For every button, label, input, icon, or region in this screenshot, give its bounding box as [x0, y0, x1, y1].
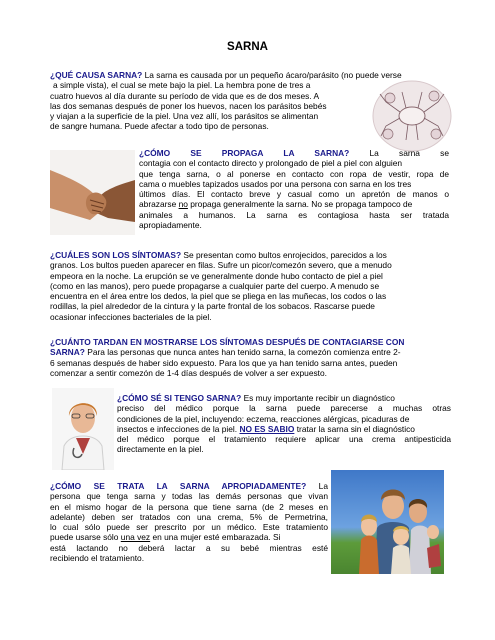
text-line: Se presentan como bultos enrojecidos, parecidos a los: [181, 250, 387, 260]
text-line: y viajan a la superficie de la piel. Una vez allí, los parásitos se alimentan: [50, 111, 319, 122]
text-line: en una mujer esté embarazada. Si: [150, 532, 281, 543]
underlined-text: una vez: [120, 532, 151, 543]
section-diagnosis: [117, 393, 451, 455]
text-line: recibiendo el tratamiento.: [50, 553, 145, 564]
text-line: La sarna es causada por un pequeño ácaro/parásito (no puede verse: [142, 70, 402, 80]
text-line: del médico porque el tratamiento requiere aplicar una crema antipesticida: [117, 434, 451, 445]
warning-text: NO ES SABIO: [239, 423, 295, 434]
section-symptoms: [50, 250, 450, 322]
question-causes: ¿QUÉ CAUSA SARNA?: [50, 70, 143, 80]
doctor-photo: [52, 388, 114, 470]
text-line: La: [306, 481, 328, 491]
text-line: en el mismo hogar de la persona que tiene sarna (de 2 meses en: [50, 501, 328, 512]
text-line: propaga generalmente la sarna. No se propaga tampoco de: [187, 199, 413, 210]
text-line: 6 semanas después de haber sido expuesto. Para los que ya han tenido sarna antes, pueden: [50, 357, 398, 368]
text-line: cama o muebles tapizados usados por una persona con sarna en los tres: [139, 178, 412, 189]
text-line: de sangre humana. Puede afectar a todo tipo de personas.: [50, 121, 269, 132]
text-line: encuentra en el área entre los dedos, la piel que se pliega en las muñecas, los codos o las: [50, 291, 387, 302]
question-diagnosis: ¿CÓMO SÉ SI TENGO SARNA?: [117, 393, 242, 403]
text-line: las dos semanas después de poner los huevos, nacen los parásitos bebés: [50, 100, 327, 111]
section-timing: [50, 337, 452, 378]
section-spread: [139, 148, 449, 230]
text-line: rodillas, la piel alrededor de la cintura y la parte frontal de los sobacos. Rascarse puede: [50, 301, 375, 312]
text-line: está lactando no deberá lactar a su bebé mientras esté: [50, 542, 328, 553]
text-line: Para las personas que nunca antes han tenido sarna, la comezón comienza entre 2-: [84, 347, 401, 358]
question-treatment: ¿CÓMO SE TRATA LA SARNA APROPIADAMENTE?: [50, 481, 307, 491]
mite-illustration: [372, 80, 452, 152]
page-title: SARNA: [227, 41, 268, 53]
text-line: cuatro huevos al día durante su período de vida que es de dos meses. A: [50, 90, 320, 101]
text-line: (como en las manos), pero puede propagarse a cualquier parte del cuerpo. A menudo se: [50, 280, 380, 291]
text-line: tratar la sarna sin el diagnóstico: [294, 423, 415, 434]
text-line: contagia con el contacto directo y prolongado de piel a piel con alguien: [139, 158, 403, 169]
text-line: animales a humanos. La sarna es contagiosa hasta ser tratada: [139, 209, 449, 220]
question-spread: ¿CÓMO SE PROPAGA LA SARNA?: [139, 148, 350, 158]
text-line: que tenga sarna, o al ponerse en contacto con ropa de vestir, ropa de: [139, 168, 449, 179]
family-photo: [331, 470, 444, 574]
text-line: lo cual sólo puede ser prescrito por un médico. Este tratamiento: [50, 522, 328, 533]
text-line: comenzar a sentir comezón de 1-4 días después de volver a ser expuesto.: [50, 367, 327, 378]
text-line: adelante) deben ser tratados con una crema, 5% de Permetrina,: [50, 511, 328, 522]
text-line: Es muy importante recibir un diagnóstico: [241, 393, 395, 403]
text-line: preciso del médico porque la sarna puede parecerse a muchas otras: [117, 403, 451, 414]
text-line: directamente en la piel.: [117, 444, 204, 455]
text-line: apropiadamente.: [139, 220, 202, 231]
text-line: insectos e infecciones de la piel.: [117, 423, 240, 434]
text-line: empeora en la noche. La erupción se ve generalmente donde hubo contacto de piel a piel: [50, 270, 383, 281]
text-line: condiciones de la piel, incluyendo: eczema, reacciones alérgicas, picaduras de: [117, 413, 410, 424]
text-line: ocasionar infecciones bacteriales de la piel.: [50, 311, 212, 322]
underlined-text: no: [178, 199, 188, 210]
question-timing-cont: SARNA?: [50, 347, 85, 358]
text-line: puede usarse sólo: [50, 532, 121, 543]
hands-photo: [50, 150, 135, 235]
question-symptoms: ¿CUÁLES SON LOS SÍNTOMAS?: [50, 250, 182, 260]
text-line: abrazarse: [139, 199, 179, 210]
text-line: granos. Los bultos pueden aparecer en filas. Sufre un picor/comezón severo, que a menudo: [50, 260, 392, 271]
question-timing: ¿CUÁNTO TARDAN EN MOSTRARSE LOS SÍNTOMAS DESPUÉS DE CONTAGIARSE CON: [50, 337, 405, 347]
section-treatment: [50, 481, 328, 563]
text-line: últimos días. El contacto breve y casual como un apretón de manos o: [139, 189, 449, 200]
text-line: La sarna se: [349, 148, 449, 158]
text-line: persona que tenga sarna y todas las demás personas que vivan: [50, 491, 328, 502]
text-line: a simple vista), el cual se mete bajo la piel. La hembra pone de tres a: [53, 80, 311, 91]
